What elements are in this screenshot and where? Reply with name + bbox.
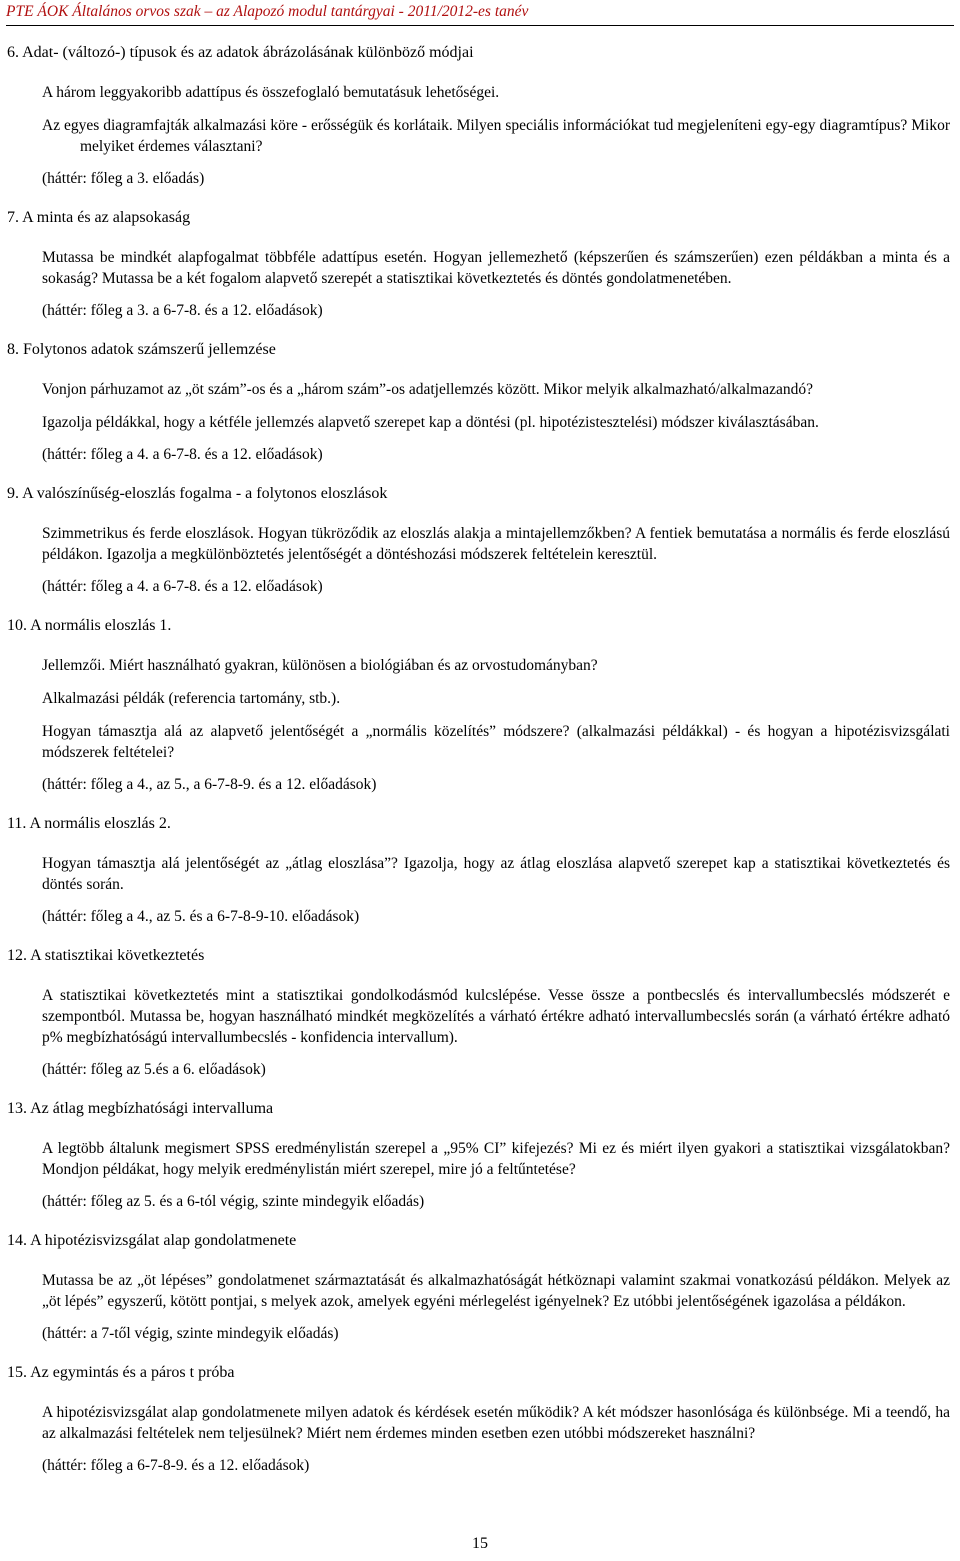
section-paragraph: Alkalmazási példák (referencia tartomány, stb.). (42, 690, 341, 707)
section-8 (0, 340, 960, 465)
section-11 (0, 814, 960, 927)
section-background-note: (háttér: főleg a 3. a 6-7-8. és a 12. előadások) (42, 302, 323, 319)
section-paragraph: A hipotézisvizsgálat alap gondolatmenete milyen adatok és kérdések esetén működik? A két módszer hasonlósága és különbsége. Mi a teendő, ha az alkalmazási feltételek nem teljesülnek? Miért nem érdemes minden esetben ezen utóbbi módszereket használni? (42, 1404, 950, 1442)
section-background-note: (háttér: főleg a 4., az 5. és a 6-7-8-9-10. előadások) (42, 908, 360, 925)
document-body (0, 43, 960, 1495)
header-divider (6, 25, 954, 26)
section-title: 15. Az egymintás és a páros t próba (7, 1364, 235, 1381)
section-paragraph: Szimmetrikus és ferde eloszlások. Hogyan tükröződik az eloszlás alakja a mintajellemzőkben? A fentiek bemutatása a normális és ferde eloszlású példákon. Igazolja a megkülönböztetés jelentőségét a döntéshozási módszerek feltételein keresztül. (42, 525, 950, 563)
section-paragraph: Mutassa be mindkét alapfogalmat többféle adattípus esetén. Hogyan jellemezhető (képszerűen és számszerűen) ezen példákban a minta és a sokaság? Mutassa be a két fogalom alapvető szerepét a statisztikai következtetés és döntés gondolatmenetében. (42, 249, 950, 287)
section-paragraph: A legtöbb általunk megismert SPSS eredménylistán szerepel a „95% CI” kifejezés? Mi ez és miért ilyen gyakori a statisztikai vizsgálatokban? Mondjon példákat, hogy melyik eredménylistán miért szerepel, mire jó a feltűntetése? (42, 1140, 950, 1178)
section-paragraph: Hogyan támasztja alá az alapvető jelentőségét a „normális közelítés” módszere? (alkalmazási példákkal) - és hogyan a hipotézisvizsgálati módszerek feltételei? (42, 723, 950, 761)
section-9 (0, 484, 960, 597)
section-title: 11. A normális eloszlás 2. (7, 815, 171, 832)
section-background-note: (háttér: főleg a 4. a 6-7-8. és a 12. előadások) (42, 578, 323, 595)
section-12 (0, 946, 960, 1080)
page-number: 15 (472, 1535, 488, 1552)
section-paragraph: Jellemzői. Miért használható gyakran, különösen a biológiában és az orvostudományban? (42, 657, 598, 674)
section-background-note: (háttér: főleg az 5. és a 6-tól végig, szinte mindegyik előadás) (42, 1193, 425, 1210)
section-paragraph: Igazolja példákkal, hogy a kétféle jellemzés alapvető szerepet kap a döntési (pl. hipotézistesztelési) módszer kiválasztásában. (42, 414, 819, 431)
section-15 (0, 1363, 960, 1476)
section-background-note: (háttér: főleg a 4., az 5., a 6-7-8-9. és a 12. előadások) (42, 776, 377, 793)
section-background-note: (háttér: főleg az 5.és a 6. előadások) (42, 1061, 266, 1078)
section-paragraph: Az egyes diagramfajták alkalmazási köre - erősségük és korlátaik. Milyen speciális információkat tud megjeleníteni egy-egy diagramtípus? Mikor melyiket érdemes választani? (42, 117, 950, 155)
section-7 (0, 208, 960, 321)
section-background-note: (háttér: főleg a 4. a 6-7-8. és a 12. előadások) (42, 446, 323, 463)
section-6 (0, 43, 960, 189)
section-background-note: (háttér: főleg a 3. előadás) (42, 170, 205, 187)
section-14 (0, 1231, 960, 1344)
section-title: 8. Folytonos adatok számszerű jellemzése (7, 341, 276, 358)
section-paragraph: Mutassa be az „öt lépéses” gondolatmenet származtatását és alkalmazhatóságát hétköznapi valamint szakmai vonatkozású példákon. Melyek az „öt lépés” egyszerű, kötött pontjai, s melyek azok, amelyek egyéni mérlegelést igényelnek? Ez utóbbi jelentőségének igazolása a példákon. (42, 1272, 950, 1310)
section-background-note: (háttér: főleg a 6-7-8-9. és a 12. előadások) (42, 1457, 310, 1474)
section-paragraph: Vonjon párhuzamot az „öt szám”-os és a „három szám”-os adatjellemzés között. Mikor melyik alkalmazható/alkalmazandó? (42, 381, 813, 398)
section-title: 14. A hipotézisvizsgálat alap gondolatmenete (7, 1232, 297, 1249)
section-13 (0, 1099, 960, 1212)
header-title: PTE ÁOK Általános orvos szak – az Alapozó modul tantárgyai - 2011/2012-es tanév (6, 3, 529, 20)
section-background-note: (háttér: a 7-től végig, szinte mindegyik előadás) (42, 1325, 339, 1342)
section-paragraph: A három leggyakoribb adattípus és összefoglaló bemutatásuk lehetőségei. (42, 84, 500, 101)
section-title: 6. Adat- (változó-) típusok és az adatok ábrázolásának különböző módjai (7, 44, 474, 61)
section-title: 12. A statisztikai következtetés (7, 947, 205, 964)
section-title: 10. A normális eloszlás 1. (7, 617, 172, 634)
section-title: 13. Az átlag megbízhatósági intervalluma (7, 1100, 274, 1117)
section-paragraph: Hogyan támasztja alá jelentőségét az „átlag eloszlása”? Igazolja, hogy az átlag eloszlása alapvető szerepet kap a statisztikai következtetés és döntés során. (42, 855, 950, 893)
section-title: 9. A valószínűség-eloszlás fogalma - a folytonos eloszlások (7, 485, 388, 502)
section-10 (0, 616, 960, 795)
section-paragraph: A statisztikai következtetés mint a statisztikai gondolkodásmód kulcslépése. Vesse össze a pontbecslés és intervallumbecslés módszerét e szempontból. Mutassa be, hogyan használható mindkét megközelítés a várható értékre adható intervallumbecslés során (a várható értékre adható p% megbízhatóságú intervallumbecslés - konfidencia intervallum). (42, 987, 950, 1046)
section-title: 7. A minta és az alapsokaság (7, 209, 191, 226)
